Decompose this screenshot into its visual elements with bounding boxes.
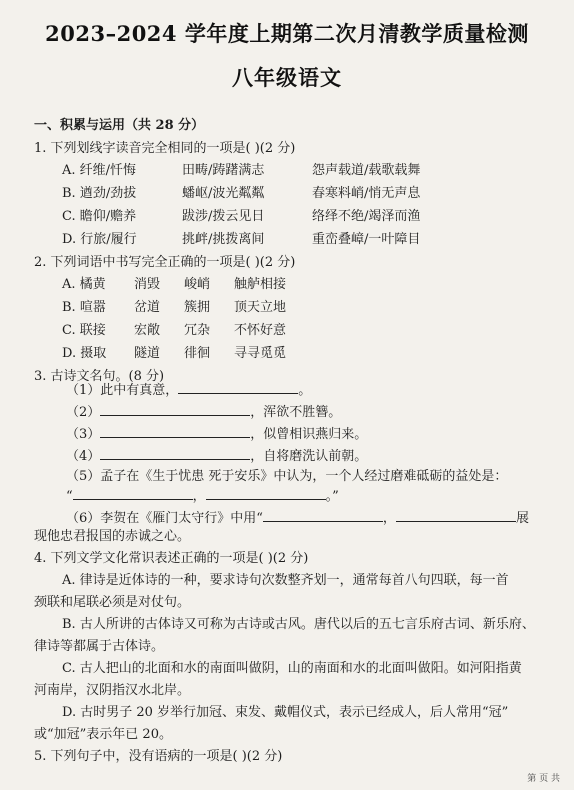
q2-option-b-2: 岔道 bbox=[134, 300, 161, 315]
q2-option-a-2: 消毁 bbox=[134, 277, 161, 292]
answer-blank[interactable] bbox=[178, 380, 298, 394]
exam-subtitle: 八年级语文 bbox=[232, 65, 342, 90]
page-footer: 第 页 共 bbox=[527, 774, 560, 784]
q4-option-b-cont: 律诗等都属于古体诗。 bbox=[34, 639, 165, 654]
q4-option-d: D. 古时男子 20 岁举行加冠、束发、戴帽仪式，表示已经成人，后人常用“冠” bbox=[62, 705, 509, 720]
answer-blank[interactable] bbox=[73, 486, 193, 500]
question-5-stem: 5. 下列句子中，没有语病的一项是( )(2 分) bbox=[34, 749, 283, 764]
answer-blank[interactable] bbox=[263, 508, 383, 522]
q2-option-d-4: 寻寻觅觅 bbox=[234, 346, 287, 361]
q4-option-b: B. 古人所讲的古体诗又可称为古诗或古风。唐代以后的五七言乐府古词、新乐府、 bbox=[62, 617, 535, 632]
q4-option-a-cont: 颈联和尾联必须是对仗句。 bbox=[34, 595, 191, 610]
question-3-stem: 3. 古诗文名句。(8 分) bbox=[34, 369, 165, 384]
q4-option-c-cont: 河南岸，汉阴指汉水北岸。 bbox=[34, 683, 191, 698]
q1-option-c-3: 络绎不绝/竭泽而渔 bbox=[312, 209, 421, 224]
answer-blank[interactable] bbox=[100, 446, 250, 460]
q2-option-c-2: 宏敞 bbox=[134, 323, 161, 338]
q1-option-a-1: A. 纤维/忏悔 bbox=[62, 163, 137, 178]
q1-option-b-1: B. 遒劲/劲拔 bbox=[62, 186, 137, 201]
question-1-stem: 1. 下列划线字读音完全相同的一项是( )(2 分) bbox=[34, 141, 296, 156]
q1-option-a-2: 田畴/踌躇满志 bbox=[182, 163, 265, 178]
q2-option-c-3: 冗杂 bbox=[184, 323, 211, 338]
q1-option-c-2: 跋涉/拨云见日 bbox=[182, 209, 265, 224]
q2-option-c-1: C. 联接 bbox=[62, 323, 106, 338]
q3-item-6: （6）李贺在《雁门太守行》中用“ ， 展 bbox=[66, 508, 529, 528]
q3-item-2: （2） ，浑欲不胜簪。 bbox=[66, 402, 341, 422]
q3-item-5-answer: “ ， 。” bbox=[66, 486, 339, 506]
q3-item-4: （4） ，自将磨洗认前朝。 bbox=[66, 446, 367, 466]
q1-option-a-3: 怨声载道/载歌载舞 bbox=[312, 163, 421, 178]
q1-option-d-1: D. 行旅/履行 bbox=[62, 232, 137, 247]
q2-option-b-4: 顶天立地 bbox=[234, 300, 287, 315]
q2-option-a-1: A. 橘黄 bbox=[62, 277, 106, 292]
question-2-stem: 2. 下列词语中书写完全正确的一项是( )(2 分) bbox=[34, 255, 296, 270]
q2-option-d-3: 徘徊 bbox=[184, 346, 211, 361]
q1-option-d-3: 重峦叠嶂/一叶障目 bbox=[312, 232, 421, 247]
q3-item-5: （5）孟子在《生于忧患 死于安乐》中认为，一个人经过磨难砥砺的益处是： bbox=[66, 469, 508, 484]
q4-option-c: C. 古人把山的北面和水的南面叫做阴，山的南面和水的北面叫做阳。如河阳指黄 bbox=[62, 661, 522, 676]
q2-option-b-1: B. 喧嚣 bbox=[62, 300, 106, 315]
q1-option-b-2: 蟠岖/波光粼粼 bbox=[182, 186, 265, 201]
section-title: 一、积累与运用（共 28 分） bbox=[34, 118, 205, 133]
exam-title: 2023–2024 学年度上期第二次月清教学质量检测 bbox=[45, 21, 529, 46]
q2-option-b-3: 簇拥 bbox=[184, 300, 211, 315]
q2-option-d-1: D. 摄取 bbox=[62, 346, 107, 361]
q3-item-6-continuation: 现他忠君报国的赤诚之心。 bbox=[34, 529, 191, 544]
q2-option-d-2: 隧道 bbox=[134, 346, 161, 361]
q4-option-a: A. 律诗是近体诗的一种，要求诗句次数整齐划一，通常每首八句四联，每一首 bbox=[62, 573, 509, 588]
q2-option-c-4: 不怀好意 bbox=[234, 323, 287, 338]
q3-item-1: （1）此中有真意， 。 bbox=[66, 380, 311, 400]
answer-blank[interactable] bbox=[100, 424, 250, 438]
q1-option-b-3: 春寒料峭/悄无声息 bbox=[312, 186, 421, 201]
q2-option-a-4: 触舻相接 bbox=[234, 277, 287, 292]
q1-option-d-2: 挑衅/挑拨离间 bbox=[182, 232, 265, 247]
question-4-stem: 4. 下列文学文化常识表述正确的一项是( )(2 分) bbox=[34, 551, 309, 566]
q2-option-a-3: 峻峭 bbox=[184, 277, 211, 292]
answer-blank[interactable] bbox=[100, 402, 250, 416]
q4-option-d-cont: 或“加冠”表示年已 20。 bbox=[34, 727, 172, 742]
answer-blank[interactable] bbox=[396, 508, 516, 522]
q1-option-c-1: C. 瞻仰/赡养 bbox=[62, 209, 137, 224]
answer-blank[interactable] bbox=[206, 486, 326, 500]
q3-item-3: （3） ，似曾相识燕归来。 bbox=[66, 424, 367, 444]
